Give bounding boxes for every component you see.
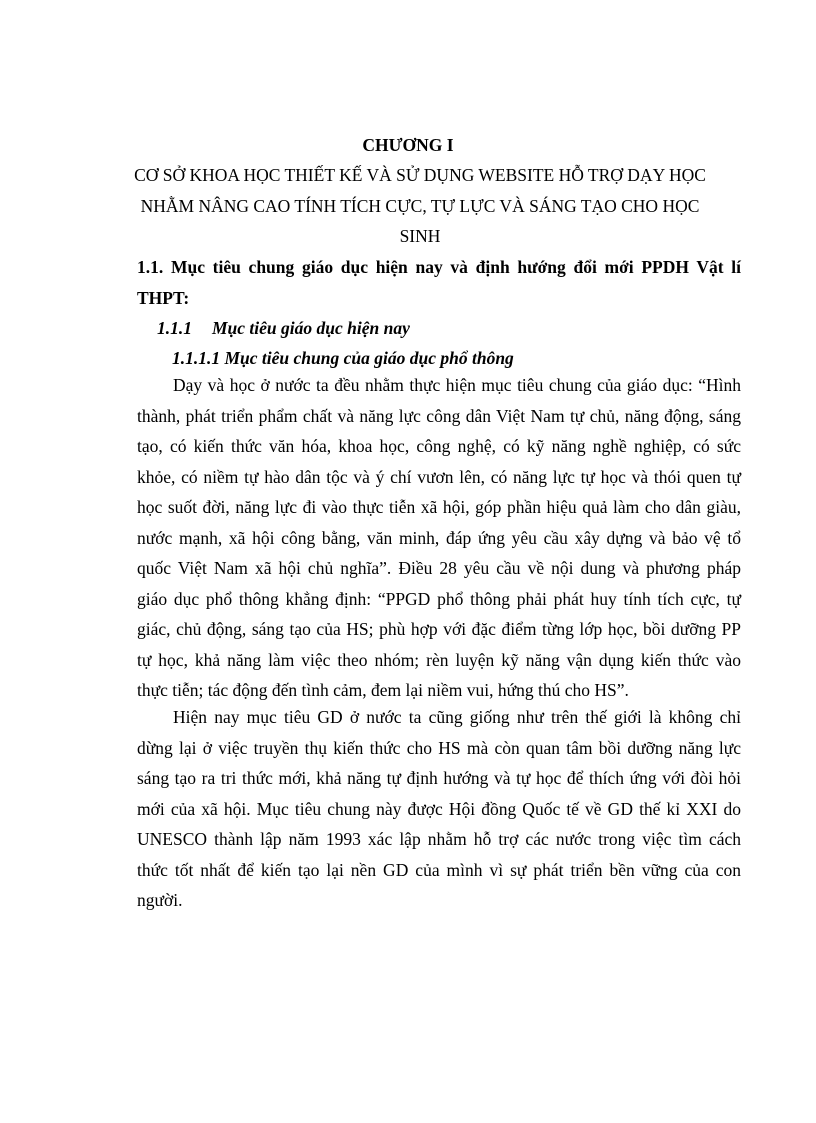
section-heading-line: THPT: (137, 287, 190, 308)
chapter-title (120, 160, 720, 252)
paragraph-line: thành, phát triển phẩm chất và năng lực công dân Việt Nam tự chủ, năng động, sáng (137, 405, 741, 426)
paragraph-line: dừng lại ở việc truyền thụ kiến thức cho HS mà còn quan tâm bồi dưỡng năng lực (137, 737, 741, 758)
chapter-label: CHƯƠNG I (362, 135, 454, 155)
section-title: Mục tiêu giáo dục hiện nay (212, 318, 410, 338)
paragraph-line: người. (137, 890, 183, 910)
paragraph-line: học suốt đời, năng lực đi vào thực tiễn xã hội, góp phần hiệu quả làm cho dân giàu, (137, 497, 741, 517)
paragraph-line: sáng tạo ra tri thức mới, khả năng tự định hướng và tự học để thích ứng với đòi hỏi (137, 768, 741, 788)
section-heading-line: 1.1. Mục tiêu chung giáo dục hiện nay và định hướng đổi mới PPDH Vật lí (137, 257, 741, 277)
paragraph (137, 702, 741, 916)
chapter-title-line: SINH (399, 226, 441, 246)
paragraph-line: thực tiễn; tác động đến tình cảm, đem lại niềm vui, hứng thú cho HS”. (137, 680, 629, 700)
section-heading-1-1-1 (157, 313, 410, 343)
section-number: 1.1.1 (157, 318, 192, 338)
paragraph-line: thức tốt nhất để kiến tạo lại nền GD của mình vì sự phát triển bền vững của con (137, 859, 741, 880)
paragraph-line: khỏe, có niềm tự hào dân tộc và ý chí vươn lên, có năng lực tự học và thói quen tự (137, 466, 741, 487)
paragraph-line: nước mạnh, xã hội công bằng, văn minh, đáp ứng yêu cầu xây dựng và bảo vệ tổ (137, 527, 741, 548)
section-heading-1-1-1-1: 1.1.1.1 Mục tiêu chung của giáo dục phổ thông (172, 348, 514, 368)
paragraph-line: giáo dục phổ thông khẳng định: “PPGD phổ thông phải phát huy tính tích cực, tự (137, 588, 741, 609)
paragraph (137, 370, 741, 706)
chapter-title-line: NHẰM NÂNG CAO TÍNH TÍCH CỰC, TỰ LỰC VÀ SÁNG TẠO CHO HỌC (140, 195, 700, 216)
paragraph-line: Dạy và học ở nước ta đều nhằm thực hiện mục tiêu chung của giáo dục: “Hình (173, 375, 741, 395)
section-heading-1-1 (137, 252, 741, 313)
paragraph-line: tự học, khả năng làm việc theo nhóm; rèn luyện kỹ năng vận dụng kiến thức vào (137, 649, 741, 670)
paragraph-line: Hiện nay mục tiêu GD ở nước ta cũng giống như trên thế giới là không chỉ (173, 707, 741, 727)
paragraph-line: UNESCO thành lập năm 1993 xác lập nhằm hỗ trợ các nước trong việc tìm cách (137, 829, 741, 849)
chapter-title-line: CƠ SỞ KHOA HỌC THIẾT KẾ VÀ SỬ DỤNG WEBSITE HỖ TRỢ DẠY HỌC (134, 165, 706, 185)
paragraph-line: giác, chủ động, sáng tạo của HS; phù hợp với đặc điểm từng lớp học, bồi dưỡng PP (137, 619, 741, 639)
paragraph-line: tạo, có kiến thức văn hóa, khoa học, công nghệ, có kỹ năng nghề nghiệp, có sức (137, 436, 741, 456)
paragraph-line: quốc Việt Nam xã hội chủ nghĩa”. Điều 28 yêu cầu về nội dung và phương pháp (137, 558, 741, 578)
paragraph-line: mới của xã hội. Mục tiêu chung này được Hội đồng Quốc tế về GD thế kỉ XXI do (137, 798, 741, 819)
